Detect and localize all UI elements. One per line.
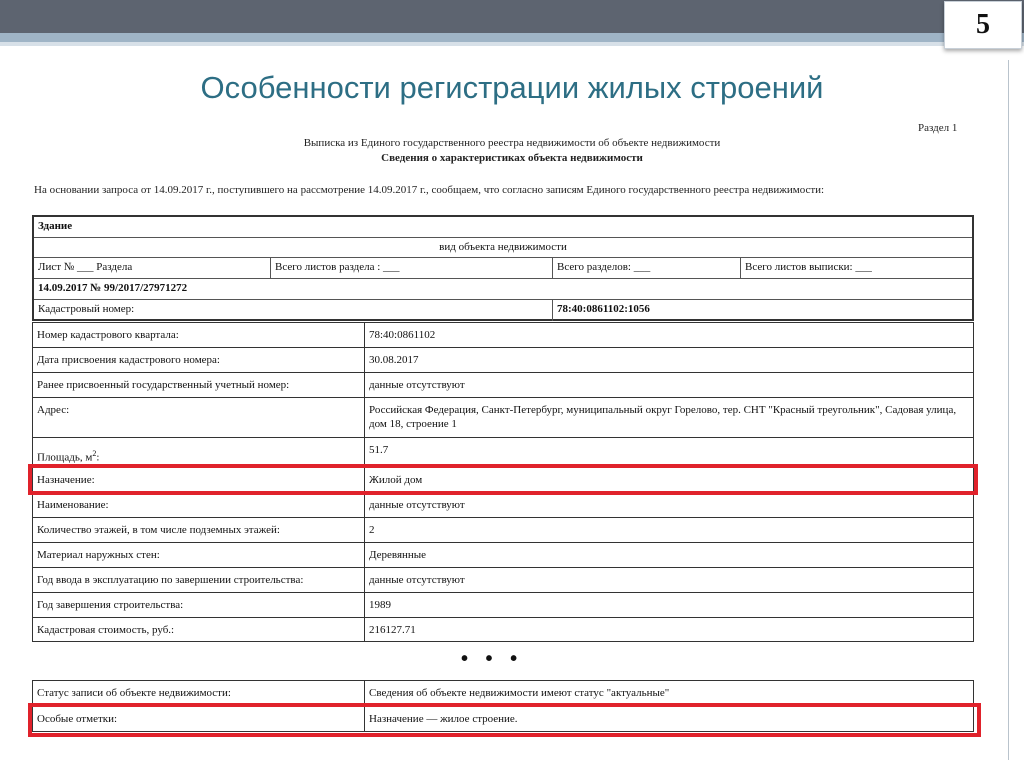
basis-paragraph: На основании запроса от 14.09.2017 г., поступившего на рассмотрение 14.09.2017 г., сообщаем, что согласно записям Единого государственного реестра недвижимости: (34, 184, 825, 196)
table-row (33, 617, 973, 642)
ellipsis: • • • (461, 648, 524, 670)
table-row (33, 437, 973, 467)
row-label: Ранее присвоенный государственный учетный номер: (37, 379, 290, 391)
section-sheets: Всего листов раздела : ___ (270, 258, 552, 278)
row-value: 30.08.2017 (364, 348, 973, 372)
row-label: Материал наружных стен: (37, 549, 160, 561)
date-number: 14.09.2017 № 99/2017/27971272 (38, 282, 188, 294)
slide-title: Особенности регистрации жилых строений (200, 70, 824, 105)
row-value: данные отсутствуют (364, 373, 973, 397)
document-subheading: Сведения о характеристиках объекта недвижимости (381, 152, 643, 164)
header-row-object-type (34, 217, 972, 238)
highlight-special-marks-box (28, 703, 981, 737)
row-label: Количество этажей, в том числе подземных этажей: (37, 524, 280, 536)
row-value: 51.7 (364, 438, 973, 467)
row-value: Жилой дом (364, 468, 973, 492)
row-label-suffix: : (96, 451, 100, 464)
total-sheets: Всего листов выписки: ___ (740, 258, 972, 278)
row-label: Статус записи об объекте недвижимости: (37, 687, 231, 699)
total-sections: Всего разделов: ___ (552, 258, 740, 278)
row-value: Сведения об объекте недвижимости имеют статус "актуальные" (364, 681, 973, 706)
row-label: Особые отметки: (37, 713, 118, 725)
row-value: данные отсутствуют (364, 493, 973, 517)
right-rule (1008, 60, 1009, 760)
row-value: 1989 (364, 593, 973, 617)
row-label: Номер кадастрового квартала: (37, 329, 179, 341)
slide-number: 5 (944, 1, 1022, 49)
row-value: 2 (364, 518, 973, 542)
table-row (33, 372, 973, 397)
document-header-box (32, 215, 974, 321)
table-row (33, 397, 973, 437)
top-band (0, 0, 1024, 33)
row-value: Назначение — жилое строение. (364, 707, 973, 732)
header-row-date (34, 279, 972, 300)
table-row (33, 567, 973, 592)
sheet-number: Лист № ___ Раздела (38, 261, 133, 273)
row-label: Дата присвоения кадастрового номера: (37, 354, 220, 366)
top-stripe (0, 33, 1024, 42)
table-row (33, 347, 973, 372)
cadastral-label: Кадастровый номер: (38, 303, 135, 315)
row-value: Деревянные (364, 543, 973, 567)
object-type: Здание (38, 220, 73, 232)
table-row (33, 492, 973, 517)
cadastral-value: 78:40:0861102:1056 (552, 300, 972, 321)
row-value: 78:40:0861102 (364, 323, 973, 347)
row-label-sup: 2 (92, 449, 97, 458)
row-label: Назначение: (37, 474, 95, 486)
row-label: Наименование: (37, 499, 109, 511)
header-row-sheets (34, 258, 972, 279)
table-row (33, 322, 973, 347)
row-label: Год завершения строительства: (37, 599, 184, 611)
object-kind-label: вид объекта недвижимости (439, 241, 567, 253)
document-heading: Выписка из Единого государственного реестра недвижимости об объекте недвижимости (303, 137, 721, 149)
row-label: Год ввода в эксплуатацию по завершении строительства: (37, 574, 304, 586)
row-label-text: Площадь, м (37, 451, 93, 464)
table-row (33, 542, 973, 567)
table-row (33, 517, 973, 542)
row-value: Российская Федерация, Санкт-Петербург, муниципальный округ Горелово, тер. СНТ "Красный треугольник", Садовая улица, дом 18, строение 1 (364, 398, 973, 437)
header-row-kind (34, 238, 972, 258)
top-light-stripe (0, 42, 1024, 46)
header-row-cadastral (34, 300, 972, 321)
row-label: Адрес: (37, 404, 70, 416)
highlight-purpose-box (28, 464, 978, 495)
row-value: данные отсутствуют (364, 568, 973, 592)
section-label: Раздел 1 (918, 122, 958, 134)
row-label: Кадастровая стоимость, руб.: (37, 624, 175, 636)
row-value: 216127.71 (364, 618, 973, 642)
table-row (33, 592, 973, 617)
